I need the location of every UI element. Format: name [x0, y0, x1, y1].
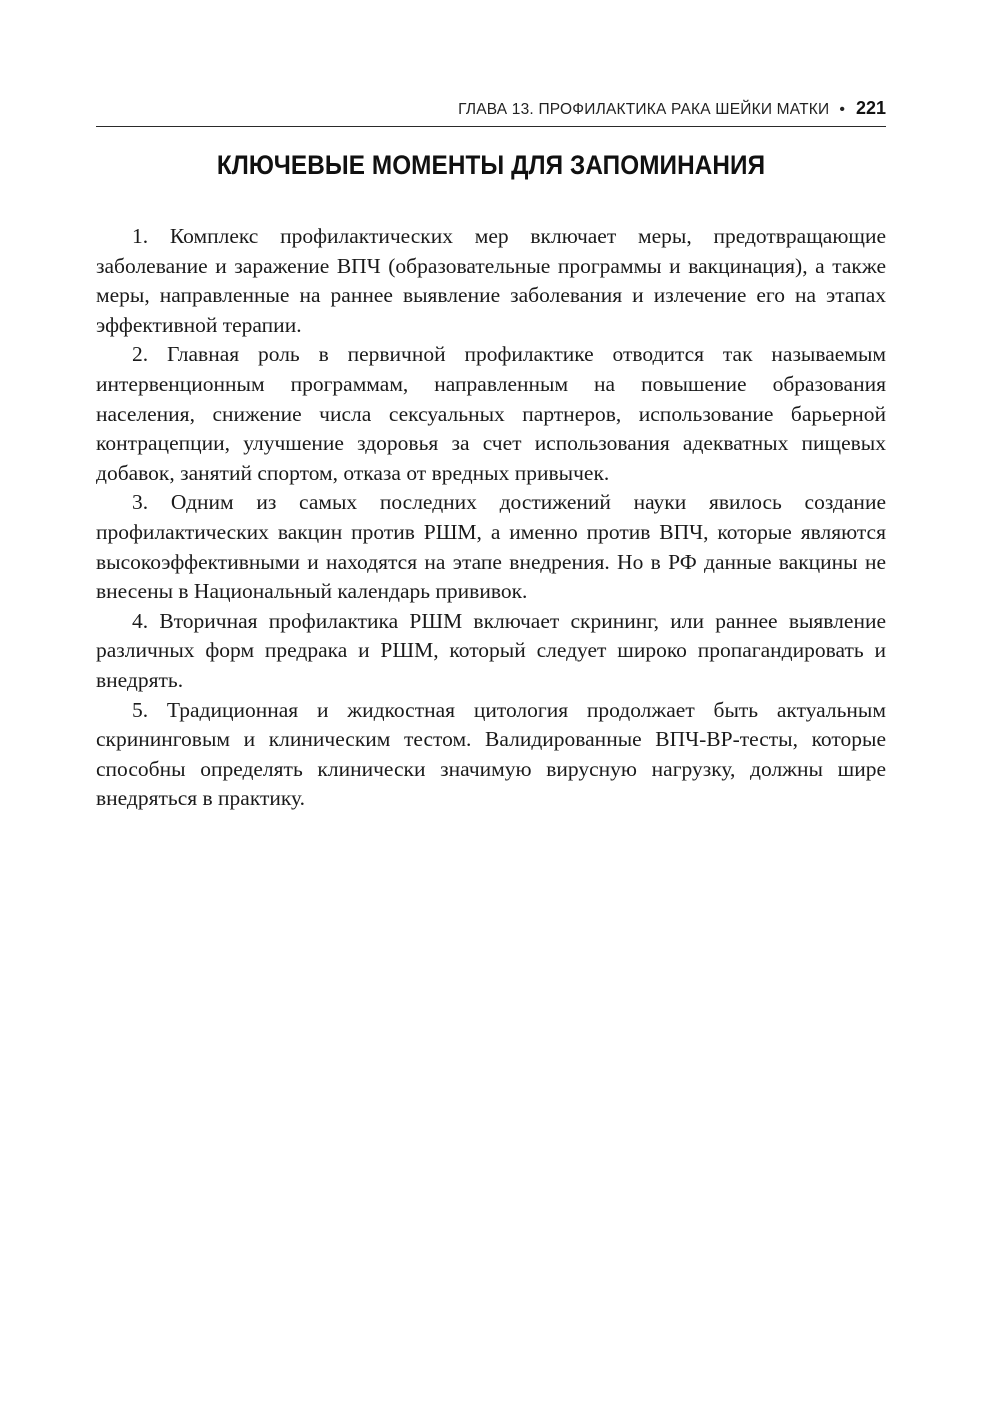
running-title: ГЛАВА 13. ПРОФИЛАКТИКА РАКА ШЕЙКИ МАТКИ — [458, 101, 830, 118]
body-text — [96, 222, 886, 814]
paragraph-1: 1. Комплекс профилактических мер включает меры, предотвращающие заболевание и заражение ВПЧ (образовательные программы и вакцинация), а также меры, направленные на раннее выявление заболевания и излечение его на этапах эффективной терапии. — [96, 224, 886, 337]
paragraph-5: 5. Традиционная и жидкостная цитология продолжает быть актуальным скрининговым и клиническим тестом. Валидированные ВПЧ-ВР-тесты, которые способны определять клинически значимую вирусную нагрузку, должны шире внедряться в практику. — [96, 697, 886, 811]
header-bullet: • — [839, 101, 845, 118]
section-title: КЛЮЧЕВЫЕ МОМЕНТЫ ДЛЯ ЗАПОМИНАНИЯ — [216, 150, 766, 180]
page-number: 221 — [855, 98, 886, 118]
paragraph-2: 2. Главная роль в первичной профилактике отводится так называемым интервенционным программам, направленным на повышение образования населения, снижение числа сексуальных партнеров, использование барьерной контрацепции, улучшение здоровья за счет использования адекватных пищевых добавок, занятий спортом, отказа от вредных привычек. — [96, 342, 886, 485]
paragraph-4: 4. Вторичная профилактика РШМ включает скрининг, или раннее выявление различных форм предрака и РШМ, который следует широко пропагандировать и внедрять. — [96, 608, 886, 692]
page-header — [96, 98, 886, 127]
paragraph-3: 3. Одним из самых последних достижений науки явилось создание профилактических вакцин против РШМ, а именно против ВПЧ, которые являются высокоэффективными и находятся на этапе внедрения. Но в РФ данные вакцины не внесены в Национальный календарь прививок. — [96, 490, 886, 604]
